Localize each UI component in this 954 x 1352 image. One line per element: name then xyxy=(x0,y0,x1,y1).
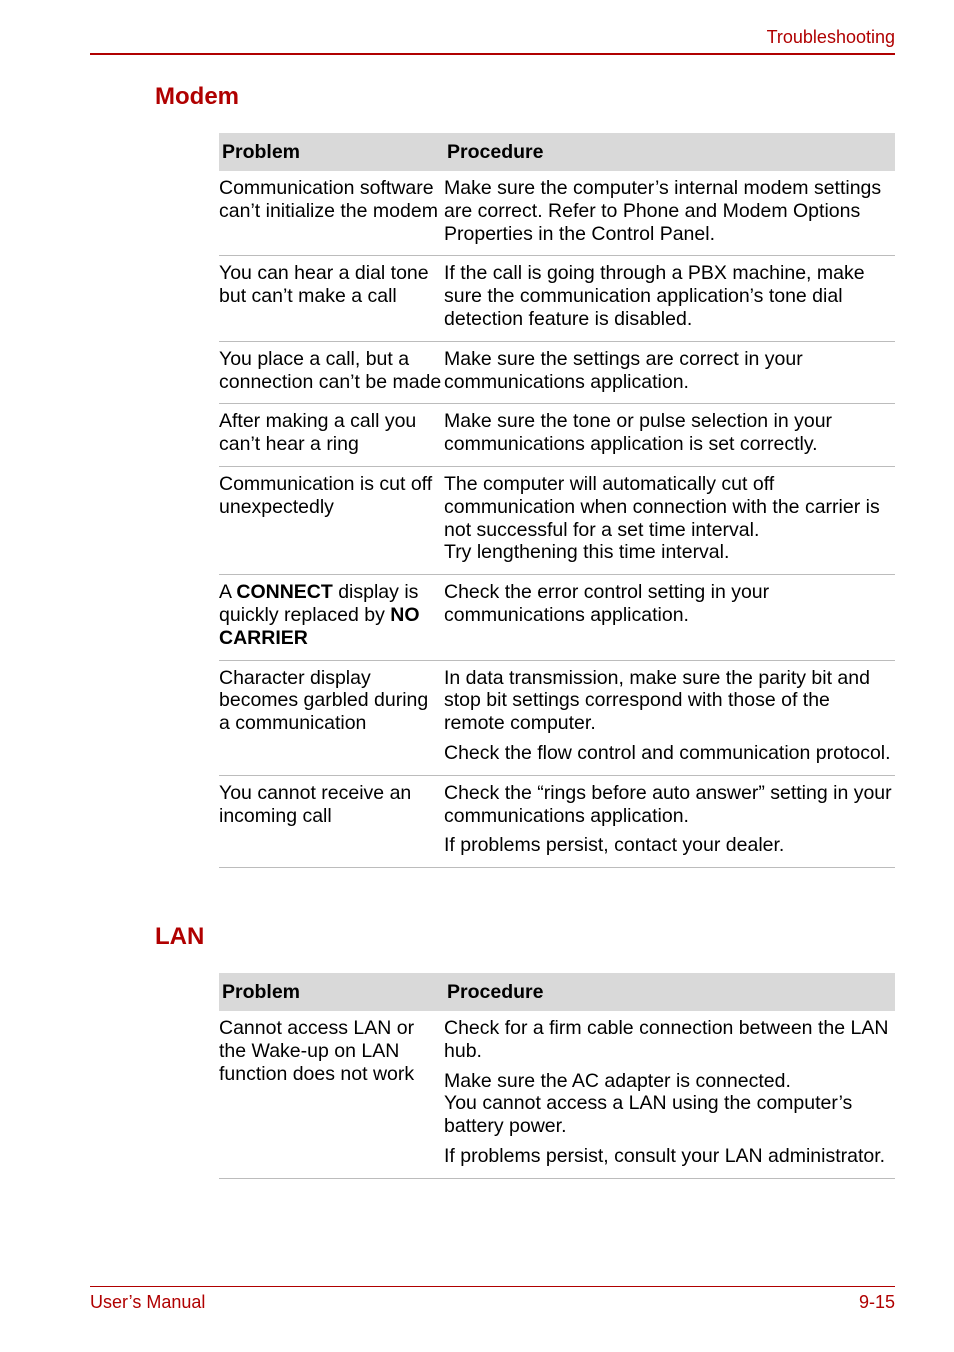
no-carrier-keyword: NO CARRIER xyxy=(219,603,420,649)
procedure-cell xyxy=(444,256,895,341)
lan-table xyxy=(219,973,895,1179)
table-row xyxy=(219,341,895,404)
modem-table xyxy=(219,133,895,868)
procedure-cell xyxy=(444,1011,895,1178)
connect-keyword: CONNECT xyxy=(236,581,333,604)
page-number: 9-15 xyxy=(858,1292,895,1312)
lan-table-header xyxy=(219,973,895,1011)
modem-section-title: Modem xyxy=(155,83,239,110)
table-row xyxy=(219,171,895,256)
table-row xyxy=(219,575,895,660)
procedure-text: Make sure the settings are correct in your communications application. xyxy=(444,347,803,393)
header-rule xyxy=(90,53,895,55)
table-row xyxy=(219,466,895,574)
procedure-text: If the call is going through a PBX machine, make sure the communication application’s tone dial detection feature is disabled. xyxy=(444,262,865,330)
problem-cell xyxy=(219,575,444,660)
procedure-text xyxy=(444,1070,895,1138)
procedure-text: Try lengthening this time interval. xyxy=(444,541,730,564)
table-row xyxy=(219,1011,895,1178)
procedure-text: The computer will automatically cut off communication when connection with the carrier is not successful for a set time interval. xyxy=(444,472,880,541)
lan-col-procedure: Procedure xyxy=(444,973,895,1011)
procedure-text: Make sure the computer’s internal modem settings are correct. Refer to Phone and Modem Options Properties in the Control Panel. xyxy=(444,177,882,245)
procedure-text: In data transmission, make sure the parity bit and stop bit settings correspond with those of the remote computer. xyxy=(444,666,870,735)
procedure-text: Make sure the tone or pulse selection in your communications application is set correctly. xyxy=(444,410,833,456)
procedure-cell xyxy=(444,171,895,256)
procedure-cell xyxy=(444,575,895,660)
table-row xyxy=(219,256,895,341)
procedure-cell xyxy=(444,466,895,574)
modem-table-header xyxy=(219,133,895,171)
table-row xyxy=(219,404,895,467)
procedure-cell xyxy=(444,341,895,404)
problem-text: display is quickly replaced by xyxy=(219,581,419,626)
footer-manual-title: User’s Manual xyxy=(90,1292,206,1312)
table-row xyxy=(219,775,895,867)
problem-cell: You place a call, but a connection can’t be made xyxy=(219,341,444,404)
procedure-text: If problems persist, contact your dealer. xyxy=(444,834,785,857)
problem-cell: After making a call you can’t hear a ring xyxy=(219,404,444,467)
procedure-cell xyxy=(444,660,895,775)
procedure-line: You cannot access a LAN using the computer’s battery power. xyxy=(444,1092,853,1138)
problem-cell: Communication software can’t initialize the modem xyxy=(219,171,444,256)
procedure-text: Check the error control setting in your communications application. xyxy=(444,581,770,626)
modem-col-problem: Problem xyxy=(219,133,444,171)
procedure-cell xyxy=(444,404,895,467)
procedure-text: If problems persist, consult your LAN administrator. xyxy=(444,1144,886,1167)
problem-cell: Character display becomes garbled during a communication xyxy=(219,660,444,775)
footer-rule xyxy=(90,1286,895,1287)
procedure-text: Check the flow control and communication protocol. xyxy=(444,741,891,764)
header-title: Troubleshooting xyxy=(766,27,895,47)
procedure-cell xyxy=(444,775,895,867)
procedure-text: Check the “rings before auto answer” setting in your communications application. xyxy=(444,781,892,827)
problem-cell: You can hear a dial tone but can’t make a call xyxy=(219,256,444,341)
problem-cell: Cannot access LAN or the Wake-up on LAN function does not work xyxy=(219,1011,444,1178)
table-row xyxy=(219,660,895,775)
lan-section-title: LAN xyxy=(155,923,205,950)
problem-text: A xyxy=(219,581,237,604)
procedure-line: Make sure the AC adapter is connected. xyxy=(444,1069,791,1092)
problem-cell: You cannot receive an incoming call xyxy=(219,775,444,867)
procedure-text: Check for a firm cable connection between the LAN hub. xyxy=(444,1017,889,1062)
problem-cell: Communication is cut off unexpectedly xyxy=(219,466,444,574)
modem-col-procedure: Procedure xyxy=(444,133,895,171)
lan-col-problem: Problem xyxy=(219,973,444,1011)
